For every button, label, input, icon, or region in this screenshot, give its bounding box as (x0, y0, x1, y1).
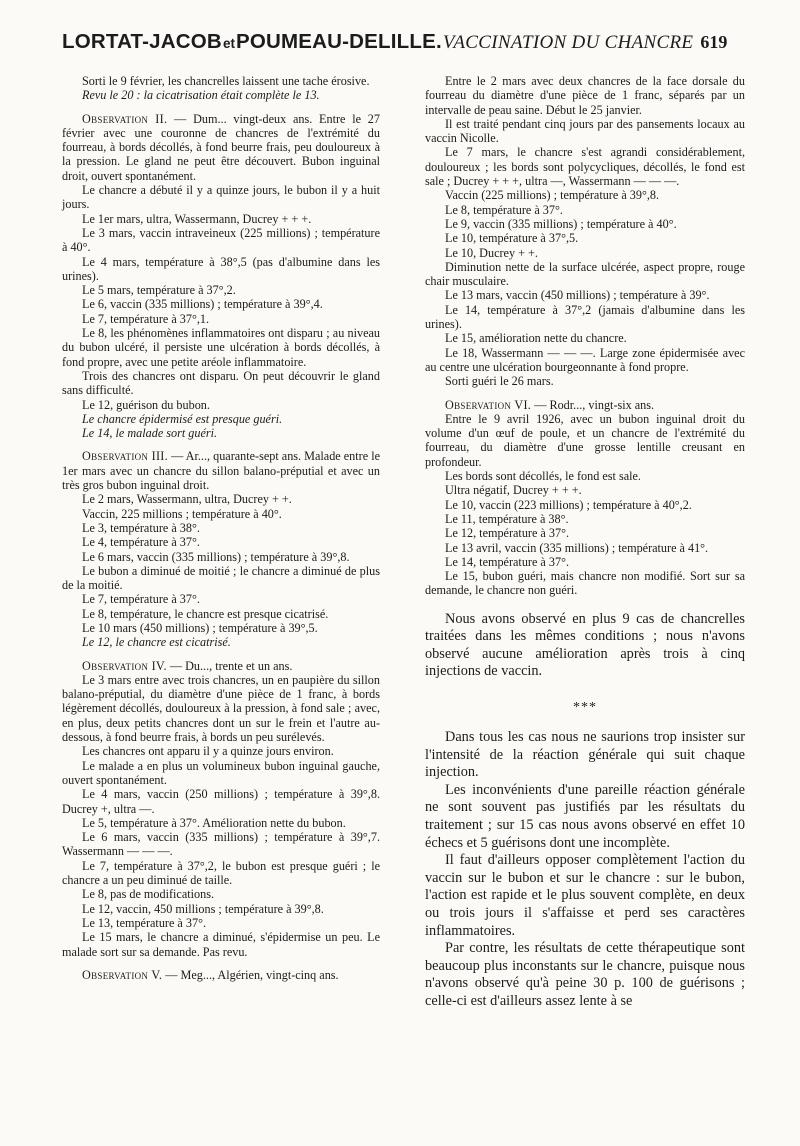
observation-intro: — Ar..., quarante-sept ans. Malade entre le 1er mars avec un chancre du sillon balano-préputial et avec un très gros bubon inguinal droit. (62, 449, 380, 493)
observation-intro: — Dum... vingt-deux ans. Entre le 27 février avec une couronne de chancres de l'extrémité du fourreau, à bords décollés, à fond beurre frais, peu douloureux à la pression. Le gland ne peut être découvert. Bubon inguinal droit, ouvert spontanément. (62, 111, 380, 183)
daily-entry: Le 18, Wassermann — — —. Large zone épidermisée avec au centre une ulcération bourgeonnante à fond propre. (425, 345, 745, 374)
daily-entry: Le 15 mars, le chancre a diminué, s'épidermise un peu. Le malade sort sur sa demande. Pas revu. (62, 930, 380, 959)
section-separator-asterism: *** (573, 700, 597, 716)
daily-entry: Vaccin, 225 millions ; température à 40°. (82, 506, 282, 521)
daily-entry: Le 10, vaccin (223 millions) ; température à 40°,2. (445, 497, 692, 512)
daily-entry: Le 13 mars, vaccin (450 millions) ; température à 39°. (445, 288, 710, 303)
daily-entry: Le 13, température à 37°. (82, 915, 206, 930)
discussion-section (425, 611, 745, 1011)
daily-entry: Le 5, température à 37°. Amélioration nette du bubon. (82, 815, 346, 830)
observation-label: Observation II. (82, 111, 168, 126)
daily-entry: Les bords sont décollés, le fond est sale. (445, 469, 641, 484)
paragraph: Le 3 mars entre avec trois chancres, un en paupière du sillon balano-préputial, du diamètre d'une pièce de 1 franc, à bords légèrement décollés, douloureux à la pression, à fond sale ; avec, en plus, deux petits chancres dont un sur le frein et l'autre au-dessous, à fond beurre frais, à bords un peu surélevés. (62, 672, 380, 745)
discussion-paragraph: Dans tous les cas nous ne saurions trop insister sur l'intensité de la réaction générale qui suit chaque injection. (425, 729, 745, 781)
daily-entry: Le 8, les phénomènes inflammatoires ont disparu ; au niveau du bubon ulcéré, il persiste une ulcération à bords décollés, à fond propre, avec une petite aréole inflammatoire. (62, 326, 380, 369)
left-column (62, 74, 380, 982)
daily-entry: Le 14, température à 37°. (445, 554, 569, 569)
daily-entry: Sorti guéri le 26 mars. (445, 374, 554, 389)
running-header (62, 30, 744, 70)
daily-entry: Ultra négatif, Ducrey + + +. (445, 483, 582, 498)
daily-entry: Le 1er mars, ultra, Wassermann, Ducrey + + +. (82, 211, 312, 226)
header-author-1: LORTAT-JACOB (62, 30, 222, 53)
observation-heading (62, 659, 380, 673)
paragraph: Il est traité pendant cinq jours par des pansements locaux au vaccin Nicolle. (425, 116, 745, 146)
daily-entry: Le 6 mars, vaccin (335 millions) ; température à 39°,7. Wassermann — — —. (62, 830, 380, 859)
discussion-paragraph: Les inconvénients d'une pareille réaction générale ne sont souvent pas justifiés par les résultats du traitement ; sur 15 cas nous avons observé en effet 10 échecs et 5 guérisons dont une incomplète. (425, 781, 745, 851)
daily-entry: Le 7, température à 37°,1. (82, 311, 210, 326)
daily-entry: Le 12, guérison du bubon. (82, 397, 210, 412)
header-author-2: POUMEAU-DELILLE. (235, 30, 442, 53)
daily-entry: Le 12, vaccin, 450 millions ; température à 39°,8. (82, 901, 324, 916)
header-author-conjunction: et (222, 36, 235, 51)
daily-entry: Le chancre épidermisé est presque guéri. (82, 411, 283, 426)
paragraph: Le chancre a débuté il y a quinze jours, le bubon il y a huit jours. (62, 183, 380, 212)
observation-label: Observation V. (82, 967, 163, 982)
daily-entry: Le 4 mars, vaccin (250 millions) ; température à 39°,8. Ducrey +, ultra —. (62, 787, 380, 816)
paragraph: Sorti le 9 février, les chancrelles laissent une tache érosive. (82, 74, 370, 88)
daily-entry: Le 9, vaccin (335 millions) ; température à 40°. (445, 216, 677, 231)
daily-entry: Le 2 mars, Wassermann, ultra, Ducrey + +. (82, 492, 292, 507)
daily-entry: Le 3, température à 38°. (82, 520, 200, 535)
daily-entry: Le 11, température à 38°. (445, 511, 569, 526)
paragraph: Entre le 9 avril 1926, avec un bubon inguinal droit du volume d'un œuf de poule, et un chancre de l'extrémité du fourreau, du diamètre d'une grosse lentille creusant en profondeur. (425, 411, 745, 469)
daily-entry: Le 7, température à 37°. (82, 592, 200, 607)
daily-entry: Trois des chancres ont disparu. On peut découvrir le gland sans difficulté. (62, 368, 380, 398)
daily-entry: Le 3 mars, vaccin intraveineux (225 millions) ; température à 40°. (62, 225, 380, 255)
paragraph: Le malade a en plus un volumineux bubon inguinal gauche, ouvert spontanément. (62, 758, 380, 787)
daily-entry: Le 6 mars, vaccin (335 millions) ; température à 39°,8. (82, 549, 350, 564)
discussion-paragraph: Il faut d'ailleurs opposer complètement l'action du vaccin sur le bubon et sur le chancre : sur le bubon, l'action est rapide et le plus souvent complète, en deux ou trois jours il s'affaisse et perd ses caractères inflammatoires. (425, 852, 745, 939)
observation-label: Observation IV. (82, 658, 167, 673)
paragraph: Revu le 20 : la cicatrisation était complète le 13. (82, 88, 320, 103)
daily-entry: Le 8, température à 37°. (445, 202, 563, 217)
daily-entry: Le 10 mars (450 millions) ; température à 39°,5. (82, 620, 318, 635)
daily-entry: Le 7 mars, le chancre s'est agrandi considérablement, douloureux ; les bords sont polycycliques, décollés, le fond est sale ; Ducrey + + +, ultra —, Wassermann — — —. (425, 145, 745, 189)
summary-paragraph: Nous avons observé en plus 9 cas de chancrelles traitées dans les mêmes conditions ; nous n'avons observé aucune amélioration après trois à cinq injections de vaccin. (425, 610, 745, 680)
daily-entry: Le 14, le malade sort guéri. (82, 426, 218, 441)
daily-entry: Le 4, température à 37°. (82, 535, 200, 550)
paragraph: Entre le 2 mars avec deux chancres de la face dorsale du fourreau du diamètre d'une pièce de 1 franc, séparés par un intervalle de peau saine. Début le 25 janvier. (425, 74, 745, 117)
daily-entry: Vaccin (225 millions) ; température à 39°,8. (445, 188, 660, 203)
daily-entry: Diminution nette de la surface ulcérée, aspect propre, rouge chair musculaire. (425, 259, 745, 289)
observation-heading (62, 968, 380, 982)
daily-entry: Le 5 mars, température à 37°,2. (82, 283, 236, 298)
daily-entry: Le bubon a diminué de moitié ; le chancre a diminué de plus de la moitié. (62, 563, 380, 593)
observation-intro: — Rodr..., vingt-six ans. (531, 397, 655, 412)
observation-label: Observation III. (82, 449, 169, 464)
daily-entry: Le 12, température à 37°. (445, 526, 569, 541)
observation-heading (425, 398, 745, 412)
page-number: 619 (700, 32, 728, 52)
header-running-title: VACCINATION DU CHANCRE (442, 32, 694, 53)
daily-entry: Le 7, température à 37°,2, le bubon est presque guéri ; le chancre a un peu diminué de taille. (62, 858, 380, 888)
daily-entry: Le 8, pas de modifications. (82, 887, 214, 902)
daily-entry: Le 10, température à 37°,5. (445, 231, 579, 246)
daily-entry: Le 6, vaccin (335 millions) ; température à 39°,4. (82, 297, 323, 312)
observation-label: Observation VI. (445, 397, 532, 412)
right-column (425, 74, 745, 1011)
daily-entry: Le 12, le chancre est cicatrisé. (82, 635, 231, 650)
daily-entry: Le 14, température à 37°,2 (jamais d'albumine dans les urines). (425, 302, 745, 332)
daily-entry: Le 15, bubon guéri, mais chancre non modifié. Sort sur sa demande, le chancre non guéri. (425, 569, 745, 598)
daily-entry: Le 13 avril, vaccin (335 millions) ; température à 41°. (445, 540, 709, 555)
observation-intro: — Du..., trente et un ans. (166, 658, 293, 673)
paragraph: Les chancres ont apparu il y a quinze jours environ. (82, 744, 334, 759)
daily-entry: Le 15, amélioration nette du chancre. (445, 331, 627, 346)
daily-entry: Le 4 mars, température à 38°,5 (pas d'albumine dans les urines). (62, 254, 380, 283)
daily-entry: Le 8, température, le chancre est presque cicatrisé. (82, 606, 329, 621)
daily-entry: Le 10, Ducrey + +. (445, 245, 538, 260)
discussion-paragraph: Par contre, les résultats de cette thérapeutique sont beaucoup plus inconstants sur le chancre, puisque nous n'avons observé qu'à peine 30 p. 100 de guérisons ; celle-ci est d'ailleurs assez lente à se (425, 940, 745, 1009)
observation-heading (62, 449, 380, 492)
observation-heading (62, 112, 380, 183)
observation-intro: — Meg..., Algérien, vingt-cinq ans. (162, 967, 339, 982)
